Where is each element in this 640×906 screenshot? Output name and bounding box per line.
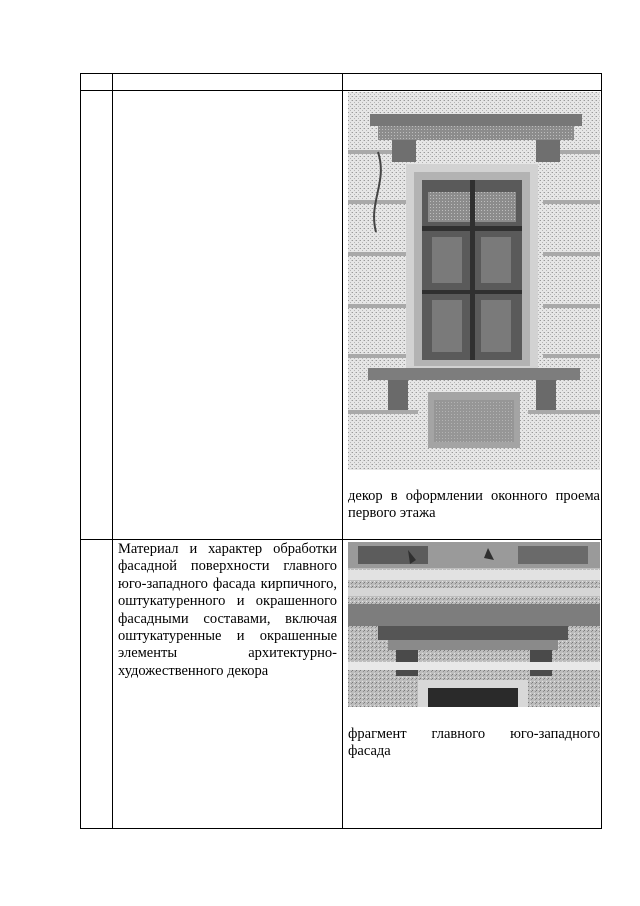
- window-photo: [348, 92, 600, 470]
- column-divider-1: [112, 73, 113, 829]
- window-photo-caption: декор в оформлении оконного проема первого этажа: [348, 488, 600, 522]
- table-left-border: [80, 73, 81, 829]
- table-top-border: [80, 73, 602, 74]
- column-divider-2: [342, 73, 343, 829]
- table-bottom-border: [80, 828, 602, 829]
- row-divider: [80, 539, 602, 540]
- header-row-border: [80, 90, 602, 91]
- facade-photo-caption: фрагмент главного юго-западного фасада: [348, 726, 600, 760]
- row-description: Материал и характер обработки фасадной поверхности главного юго-западного фасада кирпичного, оштукатуренного и окрашенного фасадными составами, включая оштукатуренные и окрашенные элементы архитектурно-художественного декора: [118, 541, 337, 679]
- table-right-border: [601, 73, 602, 829]
- facade-fragment-photo: [348, 542, 600, 707]
